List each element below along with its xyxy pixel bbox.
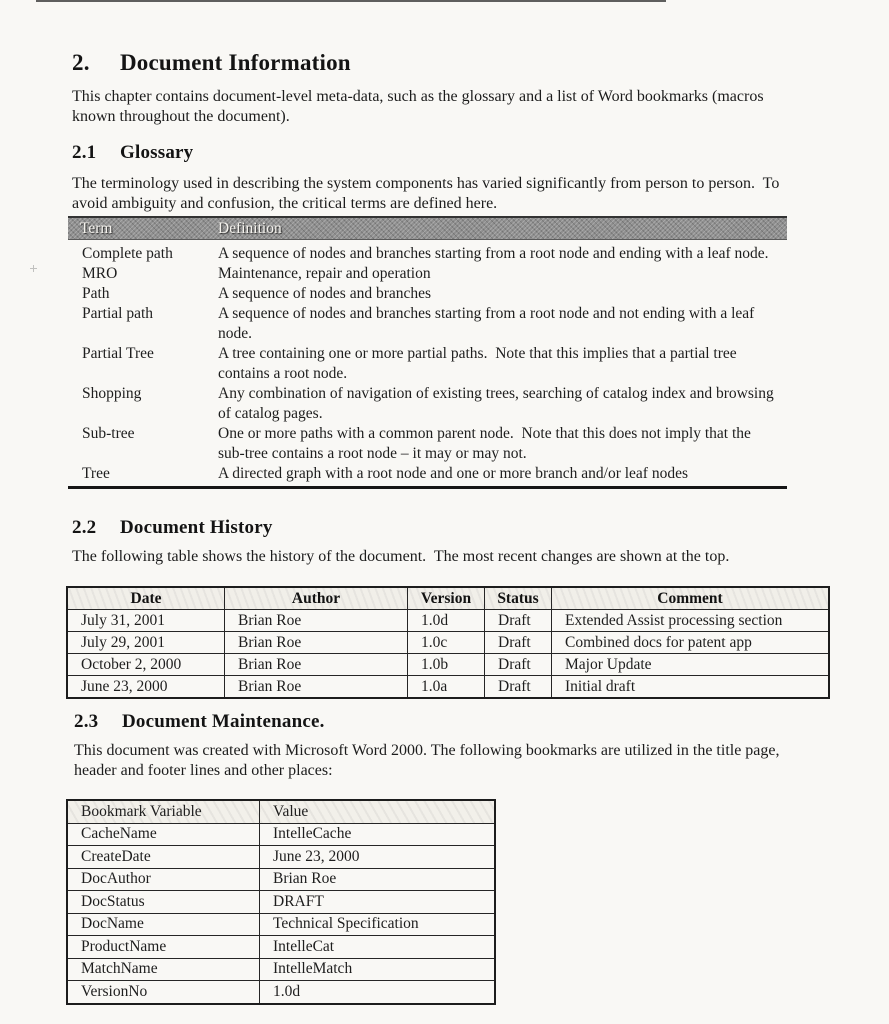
- heading-text: Glossary: [120, 142, 194, 163]
- glossary-row: [68, 424, 787, 464]
- glossary-definition: A sequence of nodes and branches starting from a root node and ending with a leaf node.: [218, 245, 769, 262]
- glossary-term: Partial Tree: [82, 345, 154, 362]
- heading-text: Document Maintenance.: [122, 711, 325, 732]
- table-row: [67, 676, 829, 699]
- bookmark-variable-cell: DocName: [67, 913, 260, 936]
- bookmark-table-body: [67, 800, 495, 1004]
- history-cell-version: 1.0b: [408, 654, 485, 676]
- history-cell-status: Draft: [485, 632, 552, 654]
- glossary-definition: Any combination of navigation of existing trees, searching of catalog index and browsing of catalog pages.: [218, 385, 778, 422]
- glossary-term: Path: [82, 285, 110, 302]
- history-cell-comment: Initial draft: [552, 676, 830, 699]
- history-header-author: Author: [225, 587, 408, 610]
- heading-number: 2.2: [72, 517, 97, 538]
- section-heading-document-information: [72, 50, 351, 76]
- bookmark-variable-cell: VersionNo: [67, 981, 260, 1004]
- glossary-term: Tree: [82, 465, 110, 482]
- glossary-header-term: Term: [80, 220, 113, 237]
- intro-paragraph: This chapter contains document-level meta-data, such as the glossary and a list of Word bookmarks (macros known throughout the document).: [72, 88, 768, 125]
- bookmark-variable-cell: CacheName: [67, 823, 260, 846]
- glossary-term: Complete path: [82, 245, 173, 262]
- bookmark-variable-cell: MatchName: [67, 958, 260, 981]
- history-cell-comment: Extended Assist processing section: [552, 610, 830, 632]
- history-cell-author: Brian Roe: [225, 654, 408, 676]
- bookmark-value-cell: 1.0d: [260, 981, 496, 1004]
- table-row: [67, 891, 495, 914]
- table-row: [67, 846, 495, 869]
- section-heading-document-maintenance: [74, 711, 325, 733]
- glossary-row: [68, 304, 787, 344]
- glossary-definition: A sequence of nodes and branches starting from a root node and not ending with a leaf node.: [218, 305, 759, 342]
- scan-artifact-plus-mark: [30, 265, 37, 272]
- scan-artifact-top-edge: [36, 0, 666, 2]
- history-header-date: Date: [67, 587, 225, 610]
- bookmark-value-cell: IntelleMatch: [260, 958, 496, 981]
- history-cell-status: Draft: [485, 610, 552, 632]
- glossary-row: [68, 264, 787, 284]
- glossary-row: [68, 344, 787, 384]
- glossary-row: [68, 464, 787, 484]
- table-row: [67, 981, 495, 1004]
- heading-text: Document History: [120, 517, 273, 538]
- history-paragraph: The following table shows the history of the document. The most recent changes are shown at the top.: [72, 548, 730, 565]
- table-row: [67, 958, 495, 981]
- glossary-term: MRO: [82, 265, 118, 282]
- table-row: [67, 654, 829, 676]
- history-header-row: [67, 587, 829, 610]
- glossary-definition: A directed graph with a root node and one or more branch and/or leaf nodes: [218, 465, 689, 482]
- glossary-table-header: [68, 216, 787, 240]
- bookmark-variable-cell: DocStatus: [67, 891, 260, 914]
- bookmark-value-cell: IntelleCat: [260, 936, 496, 959]
- glossary-term: Partial path: [82, 305, 154, 322]
- bookmark-variable-cell: DocAuthor: [67, 868, 260, 891]
- bookmark-header-value: Value: [260, 800, 496, 823]
- glossary-definition: A tree containing one or more partial paths. Note that this implies that a partial tree contains a root node.: [218, 345, 741, 382]
- history-cell-author: Brian Roe: [225, 632, 408, 654]
- bookmark-value-cell: Technical Specification: [260, 913, 496, 936]
- section-heading-document-history: [72, 517, 273, 539]
- bookmark-value-cell: June 23, 2000: [260, 846, 496, 869]
- bookmark-header-row: [67, 800, 495, 823]
- heading-number: 2.3: [74, 711, 99, 732]
- glossary-term: Sub-tree: [82, 425, 135, 442]
- table-row: [67, 868, 495, 891]
- bookmark-variable-cell: CreateDate: [67, 846, 260, 869]
- glossary-row: [68, 284, 787, 304]
- history-cell-version: 1.0c: [408, 632, 485, 654]
- heading-text: Document Information: [120, 50, 351, 75]
- history-cell-comment: Combined docs for patent app: [552, 632, 830, 654]
- table-row: [67, 610, 829, 632]
- history-cell-date: October 2, 2000: [67, 654, 225, 676]
- glossary-table: [68, 216, 787, 489]
- history-table-body: [67, 610, 829, 699]
- heading-number: 2.1: [72, 142, 97, 163]
- glossary-definition: One or more paths with a common parent node. Note that this does not imply that the sub-tree contains a root node – it may or may not.: [218, 425, 755, 462]
- bookmark-header-variable: Bookmark Variable: [67, 800, 260, 823]
- history-cell-date: June 23, 2000: [67, 676, 225, 699]
- history-cell-author: Brian Roe: [225, 676, 408, 699]
- history-cell-version: 1.0a: [408, 676, 485, 699]
- glossary-header-definition: Definition: [218, 220, 282, 237]
- bookmark-value-cell: IntelleCache: [260, 823, 496, 846]
- glossary-term: Shopping: [82, 385, 142, 402]
- glossary-row: [68, 384, 787, 424]
- history-cell-date: July 31, 2001: [67, 610, 225, 632]
- bookmark-variable-cell: ProductName: [67, 936, 260, 959]
- glossary-paragraph: The terminology used in describing the system components has varied significantly from person to person. To avoid ambiguity and confusion, the critical terms are defined here.: [72, 175, 784, 212]
- heading-number: 2.: [72, 50, 90, 75]
- table-row: [67, 823, 495, 846]
- glossary-definition: A sequence of nodes and branches: [218, 285, 432, 302]
- glossary-table-body: [68, 240, 787, 484]
- glossary-row: [68, 244, 787, 264]
- bookmark-table: [66, 799, 496, 1005]
- glossary-definition: Maintenance, repair and operation: [218, 265, 431, 282]
- history-cell-status: Draft: [485, 654, 552, 676]
- history-cell-date: July 29, 2001: [67, 632, 225, 654]
- history-header-comment: Comment: [552, 587, 830, 610]
- history-table-header: [67, 587, 829, 610]
- history-cell-version: 1.0d: [408, 610, 485, 632]
- table-row: [67, 936, 495, 959]
- document-history-table: [66, 586, 830, 699]
- history-header-status: Status: [485, 587, 552, 610]
- history-cell-status: Draft: [485, 676, 552, 699]
- history-header-version: Version: [408, 587, 485, 610]
- table-row: [67, 913, 495, 936]
- bookmark-value-cell: Brian Roe: [260, 868, 496, 891]
- history-cell-comment: Major Update: [552, 654, 830, 676]
- bookmark-value-cell: DRAFT: [260, 891, 496, 914]
- table-row: [67, 632, 829, 654]
- history-cell-author: Brian Roe: [225, 610, 408, 632]
- section-heading-glossary: [72, 142, 193, 164]
- maintenance-paragraph: This document was created with Microsoft Word 2000. The following bookmarks are utilized in the title page, header and footer lines and other places:: [74, 742, 784, 779]
